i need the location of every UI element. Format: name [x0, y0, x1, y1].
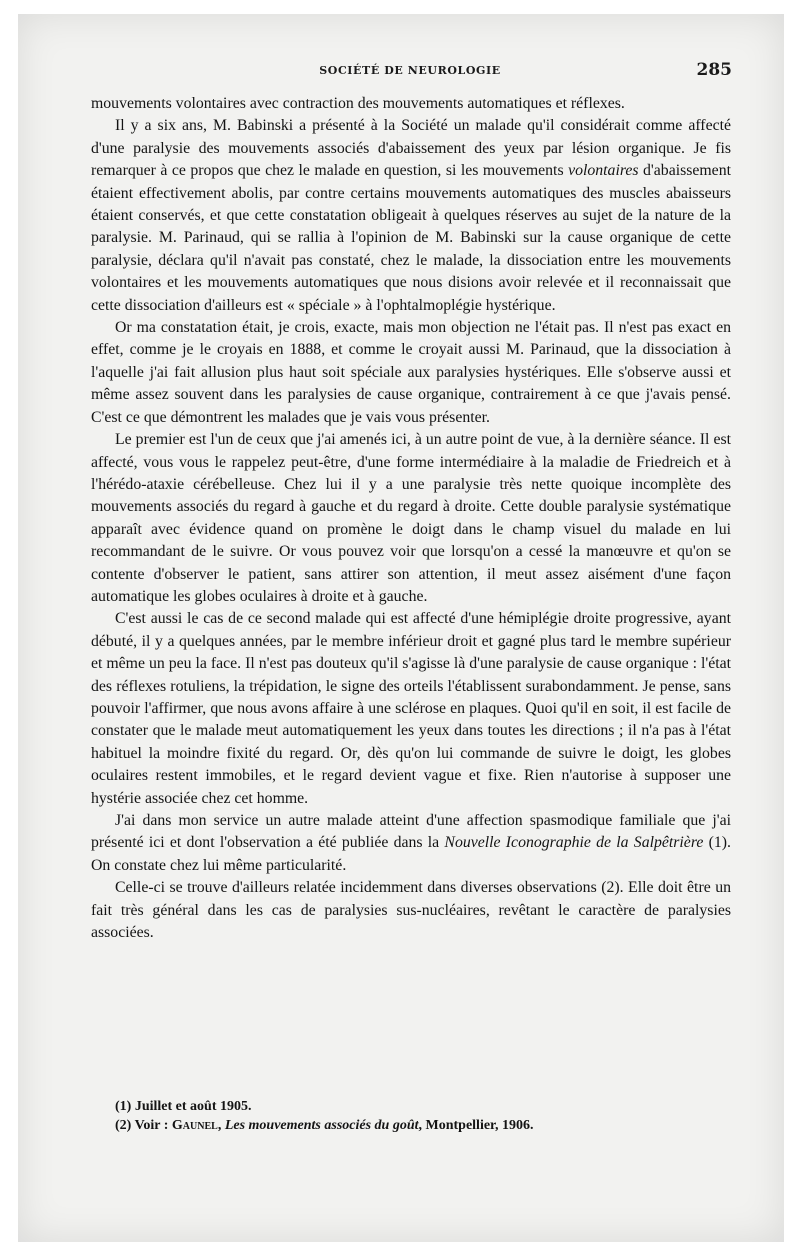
body-text — [91, 93, 731, 944]
paragraph-babinski — [91, 115, 731, 317]
running-title: SOCIÉTÉ DE NEUROLOGIE — [319, 64, 501, 77]
footnote-prefix: (2) Voir : — [115, 1118, 172, 1133]
footnote-author: Gaunel — [171, 1118, 218, 1133]
journal-title: Nouvelle Iconographie de la Salpêtrière — [444, 834, 704, 852]
paragraph-first-patient: Le premier est l'un de ceux que j'ai amenés ici, à un autre point de vue, à la dernière séance. Il est affecté, vous vous le rappelez peut-être, d'une forme intermédiaire à la maladie de Friedreich et à l'hérédo-ataxie cérébelleuse. Chez lui il y a une paralysie très nette quoique incomplète des mouvements associés du regard à gauche et du regard à droite. Cette double paralysie systématique apparaît avec évidence quand on promène le doigt dans le champ visuel du malade en lui recommandant de le suivre. Or vous pouvez voir que lorsqu'on a cessé la manœuvre et qu'on se contente d'observer le patient, sans attirer son attention, il meut assez aisément d'une façon automatique les globes oculaires à droite et à gauche. — [91, 431, 731, 605]
emphasis-volontaires: volontaires — [568, 162, 639, 180]
text-run: J'ai dans mon service un autre malade atteint d'une affection spasmodique familiale que j'ai présenté ici et dont l'observation a été publiée dans la — [91, 812, 731, 852]
page-header — [90, 60, 730, 82]
paragraph-third-patient — [91, 810, 731, 877]
paragraph-second-patient: C'est aussi le cas de ce second malade qui est affecté d'une hémiplégie droite progressive, ayant débuté, il y a quelques années, par le membre inférieur droit et gagné plus tard le membre supérieur et même un peu la face. Il n'est pas douteux qu'il s'agisse là d'une paralysie de cause organique : l'état des réflexes rotuliens, la trépidation, le signe des orteils l'établissent surabondamment. Je pense, sans pouvoir l'affirmer, que nous avons affaire à une sclérose en plaques. Quoi qu'il en soit, il est facile de constater que le malade meut automatiquement les yeux dans toutes les directions ; il n'a pas à l'état habituel la moindre fixité du regard. Or, dès qu'on lui commande de suivre le doigt, les globes oculaires restent immobiles, et le regard devient vague et fixe. Rien n'autorise à supposer une hystérie associée chez cet homme. — [91, 610, 731, 807]
text-run: (1). On constate chez lui même particularité. — [91, 834, 732, 874]
footnote-work-title: Les mouvements associés du goût — [224, 1118, 419, 1133]
footnotes — [115, 1097, 731, 1135]
footnote-rest: , Montpellier, 1906. — [418, 1118, 534, 1133]
footnote-sep: , — [217, 1118, 225, 1133]
paragraph-continuation: mouvements volontaires avec contraction des mouvements automatiques et réflexes. — [91, 95, 625, 112]
page-number: 285 — [696, 60, 732, 80]
scanned-page — [18, 14, 784, 1242]
text-run: d'abaissement étaient effectivement abolis, par contre certains mouvements automatiques des muscles abaisseurs étaient conservés, et que cette constatation obligeait à quelques réserves au sujet de la nature de la paralysie. M. Parinaud, qui se rallia à l'opinion de M. Babinski sur la cause organique de cette paralysie, déclara qu'il n'avait pas constaté, chez le malade, la dissociation entre les mouvements volontaires et les mouvements automatiques que nous disions avoir relevée et il reconnaissait que cette dissociation d'ailleurs est « spéciale » à l'ophtalmoplégie hystérique. — [91, 162, 731, 314]
footnote-2 — [115, 1116, 731, 1135]
paragraph-objection: Or ma constatation était, je crois, exacte, mais mon objection ne l'était pas. Il n'est pas exact en effet, comme je le croyais en 1888, et comme le croyait aussi M. Parinaud, que la dissociation à l'aquelle j'ai fait allusion plus haut soit spéciale aux paralysies hystériques. Elle s'observe aussi et même assez souvent dans les paralysies de cause organique, contrairement à ce que j'avais pensé. C'est ce que démontrent les malades que je vais vous présenter. — [91, 319, 731, 426]
text-run: Il y a six ans, M. Babinski a présenté à la Société un malade qu'il considérait comme affecté d'une paralysie des mouvements associés d'abaissement des yeux par lésion organique. Je fis remarquer à ce propos que chez le malade en question, si les mouvements — [91, 117, 731, 180]
footnote-1: (1) Juillet et août 1905. — [115, 1099, 252, 1114]
paragraph-conclusion: Celle-ci se trouve d'ailleurs relatée incidemment dans diverses observations (2). Elle doit être un fait très général dans les cas de paralysies sus-nucléaires, revêtant le caractère de paralysies associées. — [91, 879, 731, 942]
